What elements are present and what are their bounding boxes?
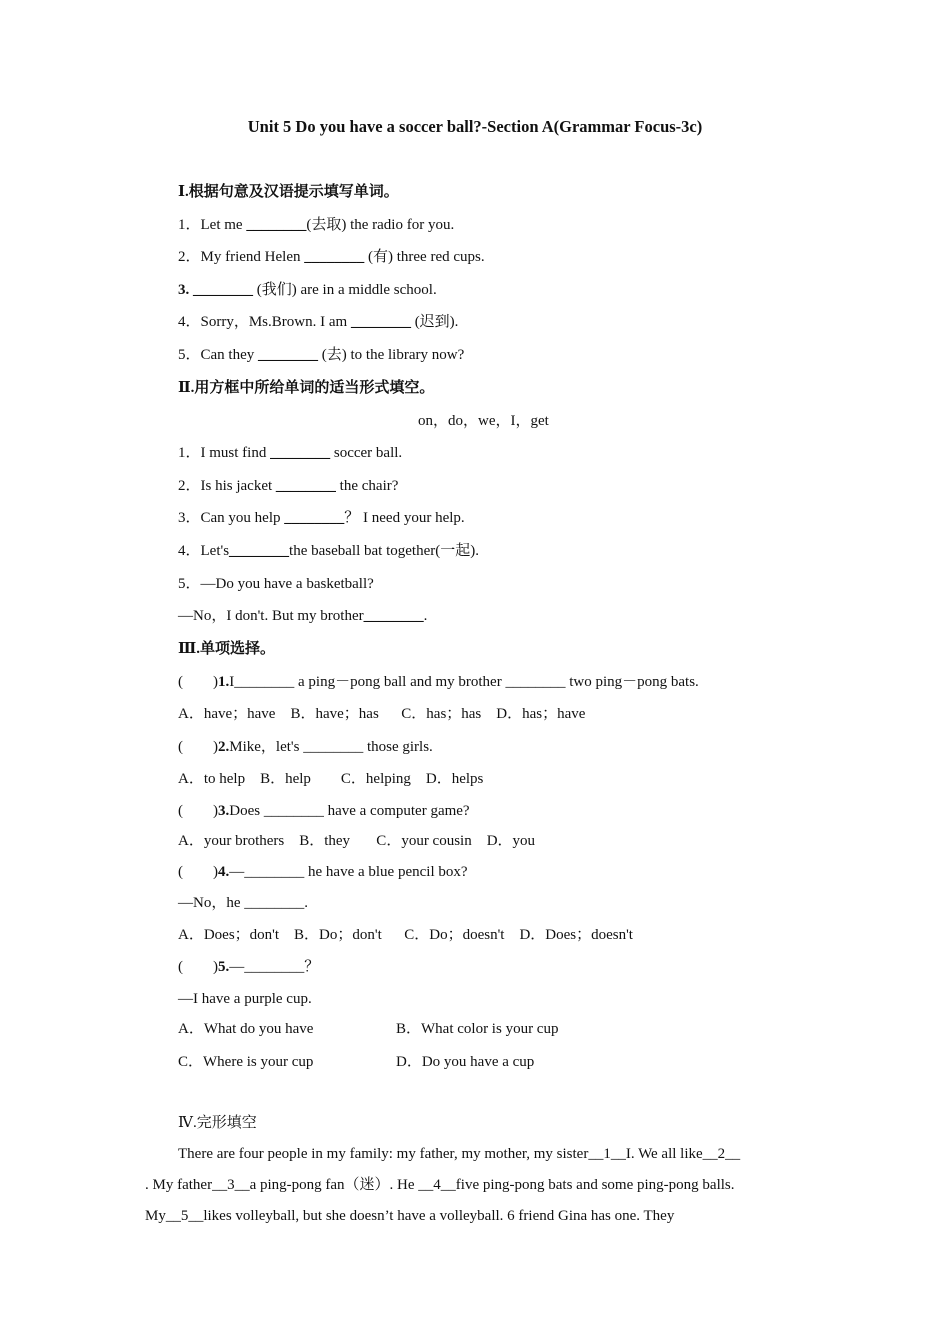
item-number: 1.	[218, 674, 230, 690]
answer-blank[interactable]: ________	[350, 314, 411, 330]
item-number: 3.	[178, 282, 193, 298]
question-text: —________？	[229, 959, 320, 975]
s2-item-4	[178, 541, 479, 561]
s3-q5-option-c: C．Where is your cup	[178, 1054, 314, 1070]
item-text: Let me	[200, 217, 247, 233]
cloze-text: My	[145, 1208, 166, 1224]
cloze-text: five ping-pong bats and some ping-pong balls.	[455, 1177, 735, 1193]
answer-blank[interactable]: ________	[246, 217, 307, 233]
item-number: 5.	[218, 959, 230, 975]
item-text: Let's	[200, 543, 230, 559]
item-text: (去取) the radio for you.	[306, 217, 455, 233]
answer-blank[interactable]: ________	[258, 347, 319, 363]
answer-blank[interactable]: ________	[275, 478, 336, 494]
section1-heading: Ⅰ.根据句意及汉语提示填写单词。	[178, 184, 399, 200]
page-title: Unit 5 Do you have a soccer ball?-Section A(Grammar Focus-3c)	[247, 117, 703, 136]
item-text: (去) to the library now?	[318, 347, 465, 363]
question-text: —________ he have a blue pencil box?	[229, 864, 468, 880]
item-text: My friend Helen	[200, 249, 305, 265]
answer-bracket[interactable]: ( )	[178, 674, 218, 690]
cloze-text: I. We all like	[625, 1146, 703, 1162]
s3-q4-reply: —No，he ________.	[178, 895, 308, 911]
item-number: 1．	[178, 217, 201, 233]
s3-q5-option-b: B．What color is your cup	[396, 1021, 559, 1037]
item-number: 2.	[218, 739, 230, 755]
cloze-text: a ping-pong fan（迷）. He	[249, 1177, 419, 1193]
answer-blank[interactable]: ________	[229, 543, 290, 559]
item-text: .	[423, 608, 428, 624]
item-text: the baseball bat together(一起).	[289, 543, 479, 559]
s3-q5	[178, 957, 319, 977]
answer-blank[interactable]: ________	[363, 608, 424, 624]
answer-blank[interactable]: ________	[193, 282, 253, 298]
section4-heading: Ⅳ.完形填空	[178, 1115, 257, 1131]
item-text: (有) three red cups.	[364, 249, 485, 265]
item-number: 3．	[178, 510, 201, 526]
cloze-blank-3[interactable]: __3__	[212, 1177, 250, 1193]
cloze-blank-2[interactable]: __2__	[702, 1146, 741, 1162]
s1-item-5	[178, 345, 464, 365]
item-text: soccer ball.	[330, 445, 403, 461]
s2-item-3	[178, 508, 465, 528]
answer-bracket[interactable]: ( )	[178, 803, 218, 819]
item-text: —No，I don't. But my brother	[178, 608, 364, 624]
item-number: 5．	[178, 347, 201, 363]
s2-item-5	[178, 574, 374, 594]
item-text: Can they	[200, 347, 259, 363]
item-text: I must find	[200, 445, 271, 461]
item-text: (我们) are in a middle school.	[253, 282, 437, 298]
item-number: 4．	[178, 314, 201, 330]
s3-q2	[178, 737, 433, 757]
s3-q4	[178, 862, 468, 882]
s2-item-1	[178, 443, 402, 463]
item-number: 5．	[178, 576, 201, 592]
section3-heading: Ⅲ.单项选择。	[178, 641, 276, 657]
s1-item-4	[178, 312, 458, 332]
cloze-line-2	[145, 1175, 735, 1195]
s2-item-2	[178, 476, 398, 496]
item-number: 3.	[218, 803, 230, 819]
s3-q5-option-a: A．What do you have	[178, 1021, 314, 1037]
s3-q1	[178, 672, 699, 692]
cloze-line-1	[178, 1144, 740, 1164]
item-text: Can you help	[200, 510, 285, 526]
cloze-text: likes volleyball, but she doesn’t have a volleyball. 6 friend Gina has one. They	[203, 1208, 675, 1224]
s3-q1-options: A．have；have B．have；has C．has；has D．has；have	[178, 706, 586, 722]
cloze-text: There are four people in my family: my father, my mother, my sister	[178, 1146, 589, 1162]
item-number: 2．	[178, 249, 201, 265]
question-text: Does ________ have a computer game?	[229, 803, 470, 819]
answer-bracket[interactable]: ( )	[178, 959, 218, 975]
s3-q2-options: A．to help B．help C．helping D．helps	[178, 771, 484, 787]
s3-q4-options: A．Does；don't B．Do；don't C．Do；doesn't D．Does；doesn't	[178, 927, 633, 943]
section2-heading: Ⅱ.用方框中所给单词的适当形式填空。	[178, 380, 435, 396]
item-number: 4.	[218, 864, 230, 880]
cloze-blank-5[interactable]: __5__	[165, 1208, 204, 1224]
answer-blank[interactable]: ________	[304, 249, 365, 265]
item-number: 1．	[178, 445, 201, 461]
item-text: (迟到).	[410, 314, 459, 330]
item-number: 4．	[178, 543, 201, 559]
answer-bracket[interactable]: ( )	[178, 739, 218, 755]
s3-q5-reply: —I have a purple cup.	[178, 991, 312, 1007]
answer-blank[interactable]: ________	[284, 510, 345, 526]
s1-item-2	[178, 247, 485, 267]
cloze-blank-4[interactable]: __4__	[418, 1177, 456, 1193]
s3-q3-options: A．your brothers B．they C．your cousin D．you	[178, 833, 536, 849]
item-text: Sorry，Ms.Brown. I am	[200, 314, 351, 330]
item-text: the chair?	[335, 478, 399, 494]
item-text: Is his jacket	[200, 478, 276, 494]
cloze-line-3	[145, 1206, 674, 1226]
cloze-text: . My father	[145, 1177, 213, 1193]
s3-q3	[178, 801, 470, 821]
s1-item-1	[178, 215, 454, 235]
cloze-blank-1[interactable]: __1__	[588, 1146, 626, 1162]
word-box: on，do，we，I，get	[418, 413, 549, 429]
s1-item-3	[178, 280, 437, 300]
answer-blank[interactable]: ________	[270, 445, 331, 461]
item-text: —Do you have a basketball?	[200, 576, 374, 592]
question-text: I________ a ping－pong ball and my brother ________ two ping－pong bats.	[229, 674, 699, 690]
question-text: Mike，let's ________ those girls.	[229, 739, 433, 755]
answer-bracket[interactable]: ( )	[178, 864, 218, 880]
s2-item-5-reply	[178, 606, 427, 626]
item-text: ？ I need your help.	[344, 510, 465, 526]
item-number: 2．	[178, 478, 201, 494]
s3-q5-option-d: D．Do you have a cup	[396, 1054, 535, 1070]
